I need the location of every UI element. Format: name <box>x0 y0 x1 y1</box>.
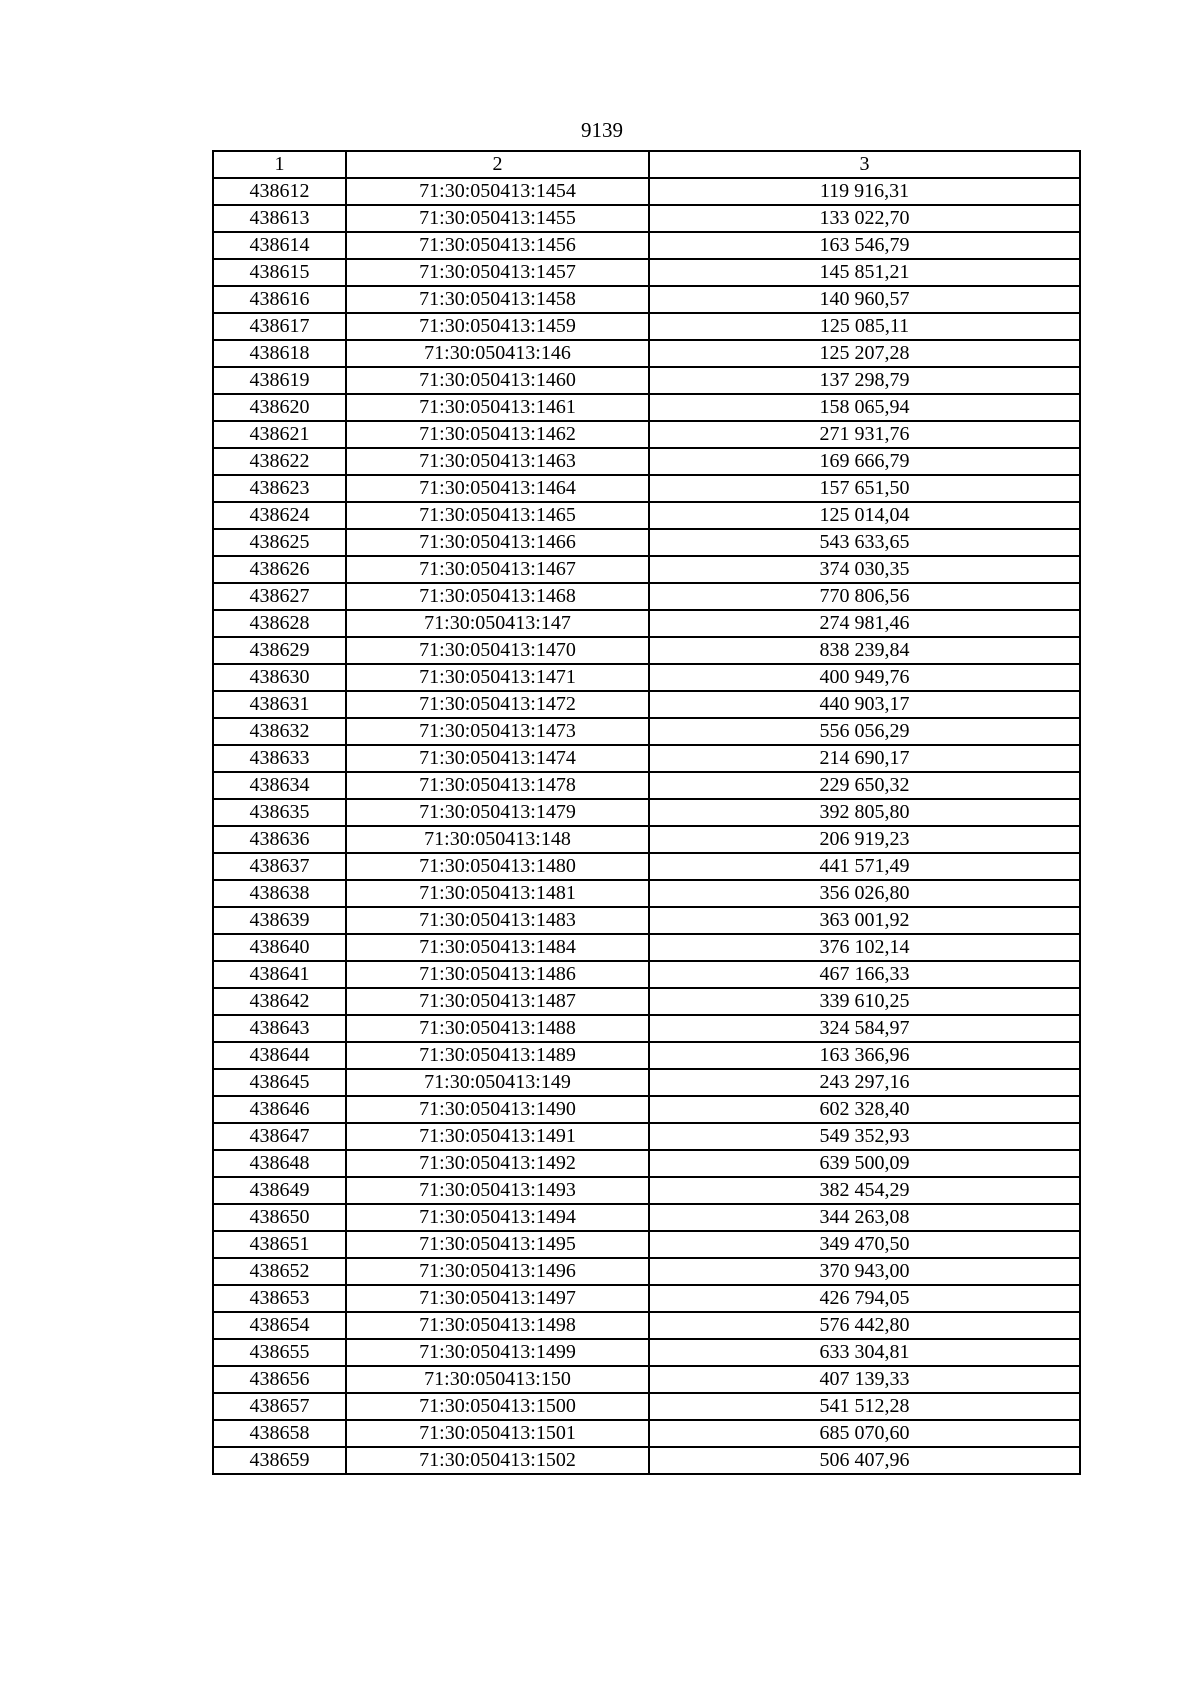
row-number-cell: 438654 <box>213 1312 346 1339</box>
table-row <box>213 772 1080 799</box>
table-row <box>213 637 1080 664</box>
value-cell: 576 442,80 <box>649 1312 1080 1339</box>
table-row <box>213 502 1080 529</box>
column-header-2: 2 <box>346 151 649 178</box>
row-number-cell: 438632 <box>213 718 346 745</box>
cadastral-number-cell: 71:30:050413:1456 <box>346 232 649 259</box>
table-row <box>213 907 1080 934</box>
cadastral-number-cell: 71:30:050413:1466 <box>346 529 649 556</box>
table-row <box>213 1204 1080 1231</box>
row-number-cell: 438658 <box>213 1420 346 1447</box>
value-cell: 243 297,16 <box>649 1069 1080 1096</box>
row-number-cell: 438640 <box>213 934 346 961</box>
row-number-cell: 438652 <box>213 1258 346 1285</box>
table-row <box>213 988 1080 1015</box>
value-cell: 506 407,96 <box>649 1447 1080 1474</box>
table-row <box>213 1420 1080 1447</box>
cadastral-number-cell: 71:30:050413:1470 <box>346 637 649 664</box>
row-number-cell: 438646 <box>213 1096 346 1123</box>
cadastral-number-cell: 71:30:050413:1464 <box>346 475 649 502</box>
cadastral-number-cell: 71:30:050413:1486 <box>346 961 649 988</box>
row-number-cell: 438651 <box>213 1231 346 1258</box>
cadastral-number-cell: 71:30:050413:1463 <box>346 448 649 475</box>
header-row <box>213 151 1080 178</box>
cadastral-number-cell: 71:30:050413:1474 <box>346 745 649 772</box>
row-number-cell: 438630 <box>213 664 346 691</box>
cadastral-number-cell: 71:30:050413:1498 <box>346 1312 649 1339</box>
table-row <box>213 1177 1080 1204</box>
row-number-cell: 438626 <box>213 556 346 583</box>
value-cell: 140 960,57 <box>649 286 1080 313</box>
cadastral-number-cell: 71:30:050413:1458 <box>346 286 649 313</box>
value-cell: 370 943,00 <box>649 1258 1080 1285</box>
cadastral-number-cell: 71:30:050413:1454 <box>346 178 649 205</box>
page-number-text: 9139 <box>581 118 623 142</box>
row-number-cell: 438618 <box>213 340 346 367</box>
cadastral-number-cell: 71:30:050413:1501 <box>346 1420 649 1447</box>
value-cell: 214 690,17 <box>649 745 1080 772</box>
row-number-cell: 438628 <box>213 610 346 637</box>
table-row <box>213 340 1080 367</box>
cadastral-number-cell: 71:30:050413:1502 <box>346 1447 649 1474</box>
value-cell: 125 085,11 <box>649 313 1080 340</box>
row-number-cell: 438644 <box>213 1042 346 1069</box>
table-row <box>213 529 1080 556</box>
value-cell: 349 470,50 <box>649 1231 1080 1258</box>
row-number-cell: 438629 <box>213 637 346 664</box>
value-cell: 602 328,40 <box>649 1096 1080 1123</box>
table-row <box>213 178 1080 205</box>
row-number-cell: 438615 <box>213 259 346 286</box>
cadastral-number-cell: 71:30:050413:147 <box>346 610 649 637</box>
value-cell: 374 030,35 <box>649 556 1080 583</box>
value-cell: 541 512,28 <box>649 1393 1080 1420</box>
cadastral-number-cell: 71:30:050413:1491 <box>346 1123 649 1150</box>
cadastral-number-cell: 71:30:050413:1462 <box>346 421 649 448</box>
column-header-1: 1 <box>213 151 346 178</box>
row-number-cell: 438656 <box>213 1366 346 1393</box>
cadastral-number-cell: 71:30:050413:1473 <box>346 718 649 745</box>
table-row <box>213 961 1080 988</box>
table-row <box>213 232 1080 259</box>
row-number-cell: 438649 <box>213 1177 346 1204</box>
table-row <box>213 1015 1080 1042</box>
row-number-cell: 438616 <box>213 286 346 313</box>
row-number-cell: 438624 <box>213 502 346 529</box>
table-row <box>213 691 1080 718</box>
cadastral-number-cell: 71:30:050413:1484 <box>346 934 649 961</box>
row-number-cell: 438634 <box>213 772 346 799</box>
cadastral-number-cell: 71:30:050413:1490 <box>346 1096 649 1123</box>
table-body <box>213 178 1080 1474</box>
value-cell: 229 650,32 <box>649 772 1080 799</box>
row-number-cell: 438625 <box>213 529 346 556</box>
row-number-cell: 438631 <box>213 691 346 718</box>
table-row <box>213 1312 1080 1339</box>
cadastral-number-cell: 71:30:050413:1460 <box>346 367 649 394</box>
value-cell: 344 263,08 <box>649 1204 1080 1231</box>
cadastral-number-cell: 71:30:050413:1459 <box>346 313 649 340</box>
table-row <box>213 1042 1080 1069</box>
value-cell: 271 931,76 <box>649 421 1080 448</box>
value-cell: 400 949,76 <box>649 664 1080 691</box>
cadastral-number-cell: 71:30:050413:1465 <box>346 502 649 529</box>
cadastral-number-cell: 71:30:050413:149 <box>346 1069 649 1096</box>
cadastral-number-cell: 71:30:050413:148 <box>346 826 649 853</box>
table-row <box>213 583 1080 610</box>
value-cell: 543 633,65 <box>649 529 1080 556</box>
table-row <box>213 880 1080 907</box>
table-row <box>213 1285 1080 1312</box>
row-number-cell: 438620 <box>213 394 346 421</box>
table-row <box>213 1231 1080 1258</box>
value-cell: 770 806,56 <box>649 583 1080 610</box>
cadastral-number-cell: 71:30:050413:1489 <box>346 1042 649 1069</box>
table-row <box>213 718 1080 745</box>
cadastral-number-cell: 71:30:050413:1468 <box>346 583 649 610</box>
column-header-3: 3 <box>649 151 1080 178</box>
row-number-cell: 438637 <box>213 853 346 880</box>
table-row <box>213 1069 1080 1096</box>
value-cell: 382 454,29 <box>649 1177 1080 1204</box>
cadastral-number-cell: 71:30:050413:1480 <box>346 853 649 880</box>
table-row <box>213 1393 1080 1420</box>
value-cell: 274 981,46 <box>649 610 1080 637</box>
cadastral-number-cell: 71:30:050413:1457 <box>346 259 649 286</box>
row-number-cell: 438659 <box>213 1447 346 1474</box>
value-cell: 137 298,79 <box>649 367 1080 394</box>
row-number-cell: 438633 <box>213 745 346 772</box>
row-number-cell: 438653 <box>213 1285 346 1312</box>
value-cell: 441 571,49 <box>649 853 1080 880</box>
page-number <box>0 118 1200 142</box>
table-row <box>213 394 1080 421</box>
table-row <box>213 286 1080 313</box>
table-row <box>213 1150 1080 1177</box>
row-number-cell: 438636 <box>213 826 346 853</box>
cadastral-number-cell: 71:30:050413:1488 <box>346 1015 649 1042</box>
row-number-cell: 438657 <box>213 1393 346 1420</box>
value-cell: 376 102,14 <box>649 934 1080 961</box>
value-cell: 549 352,93 <box>649 1123 1080 1150</box>
value-cell: 163 366,96 <box>649 1042 1080 1069</box>
value-cell: 339 610,25 <box>649 988 1080 1015</box>
cadastral-number-cell: 71:30:050413:1495 <box>346 1231 649 1258</box>
table-row <box>213 610 1080 637</box>
value-cell: 158 065,94 <box>649 394 1080 421</box>
value-cell: 125 014,04 <box>649 502 1080 529</box>
cadastral-number-cell: 71:30:050413:1461 <box>346 394 649 421</box>
row-number-cell: 438639 <box>213 907 346 934</box>
cadastral-number-cell: 71:30:050413:1455 <box>346 205 649 232</box>
table-row <box>213 1447 1080 1474</box>
table-row <box>213 1123 1080 1150</box>
row-number-cell: 438614 <box>213 232 346 259</box>
table-row <box>213 1096 1080 1123</box>
cadastral-number-cell: 71:30:050413:1494 <box>346 1204 649 1231</box>
value-cell: 119 916,31 <box>649 178 1080 205</box>
table-row <box>213 1339 1080 1366</box>
row-number-cell: 438612 <box>213 178 346 205</box>
table-row <box>213 826 1080 853</box>
row-number-cell: 438619 <box>213 367 346 394</box>
cadastral-number-cell: 71:30:050413:1467 <box>346 556 649 583</box>
value-cell: 838 239,84 <box>649 637 1080 664</box>
cadastral-number-cell: 71:30:050413:1500 <box>346 1393 649 1420</box>
cadastral-number-cell: 71:30:050413:1483 <box>346 907 649 934</box>
value-cell: 324 584,97 <box>649 1015 1080 1042</box>
table-row <box>213 664 1080 691</box>
cadastral-number-cell: 71:30:050413:1472 <box>346 691 649 718</box>
table-row <box>213 313 1080 340</box>
row-number-cell: 438617 <box>213 313 346 340</box>
table-row <box>213 367 1080 394</box>
row-number-cell: 438635 <box>213 799 346 826</box>
table-header <box>213 151 1080 178</box>
value-cell: 440 903,17 <box>649 691 1080 718</box>
table-row <box>213 421 1080 448</box>
cadastral-number-cell: 71:30:050413:1479 <box>346 799 649 826</box>
table-row <box>213 799 1080 826</box>
cadastral-number-cell: 71:30:050413:1481 <box>346 880 649 907</box>
table-row <box>213 205 1080 232</box>
value-cell: 363 001,92 <box>649 907 1080 934</box>
value-cell: 133 022,70 <box>649 205 1080 232</box>
registry-table <box>212 150 1081 1475</box>
row-number-cell: 438647 <box>213 1123 346 1150</box>
table-row <box>213 556 1080 583</box>
cadastral-number-cell: 71:30:050413:1471 <box>346 664 649 691</box>
table-row <box>213 1258 1080 1285</box>
cadastral-number-cell: 71:30:050413:1496 <box>346 1258 649 1285</box>
cadastral-number-cell: 71:30:050413:146 <box>346 340 649 367</box>
value-cell: 639 500,09 <box>649 1150 1080 1177</box>
cadastral-number-cell: 71:30:050413:1493 <box>346 1177 649 1204</box>
value-cell: 163 546,79 <box>649 232 1080 259</box>
row-number-cell: 438638 <box>213 880 346 907</box>
value-cell: 685 070,60 <box>649 1420 1080 1447</box>
row-number-cell: 438645 <box>213 1069 346 1096</box>
row-number-cell: 438642 <box>213 988 346 1015</box>
row-number-cell: 438613 <box>213 205 346 232</box>
value-cell: 169 666,79 <box>649 448 1080 475</box>
row-number-cell: 438627 <box>213 583 346 610</box>
row-number-cell: 438623 <box>213 475 346 502</box>
value-cell: 556 056,29 <box>649 718 1080 745</box>
table-row <box>213 934 1080 961</box>
value-cell: 125 207,28 <box>649 340 1080 367</box>
value-cell: 157 651,50 <box>649 475 1080 502</box>
value-cell: 407 139,33 <box>649 1366 1080 1393</box>
row-number-cell: 438621 <box>213 421 346 448</box>
value-cell: 145 851,21 <box>649 259 1080 286</box>
cadastral-number-cell: 71:30:050413:1499 <box>346 1339 649 1366</box>
table-row <box>213 448 1080 475</box>
value-cell: 467 166,33 <box>649 961 1080 988</box>
row-number-cell: 438622 <box>213 448 346 475</box>
table-row <box>213 475 1080 502</box>
row-number-cell: 438641 <box>213 961 346 988</box>
value-cell: 356 026,80 <box>649 880 1080 907</box>
row-number-cell: 438655 <box>213 1339 346 1366</box>
table-row <box>213 1366 1080 1393</box>
table-row <box>213 853 1080 880</box>
row-number-cell: 438643 <box>213 1015 346 1042</box>
row-number-cell: 438650 <box>213 1204 346 1231</box>
cadastral-number-cell: 71:30:050413:1478 <box>346 772 649 799</box>
row-number-cell: 438648 <box>213 1150 346 1177</box>
cadastral-number-cell: 71:30:050413:1497 <box>346 1285 649 1312</box>
value-cell: 206 919,23 <box>649 826 1080 853</box>
value-cell: 392 805,80 <box>649 799 1080 826</box>
table-row <box>213 259 1080 286</box>
table-row <box>213 745 1080 772</box>
cadastral-number-cell: 71:30:050413:1492 <box>346 1150 649 1177</box>
value-cell: 633 304,81 <box>649 1339 1080 1366</box>
cadastral-number-cell: 71:30:050413:150 <box>346 1366 649 1393</box>
value-cell: 426 794,05 <box>649 1285 1080 1312</box>
cadastral-number-cell: 71:30:050413:1487 <box>346 988 649 1015</box>
